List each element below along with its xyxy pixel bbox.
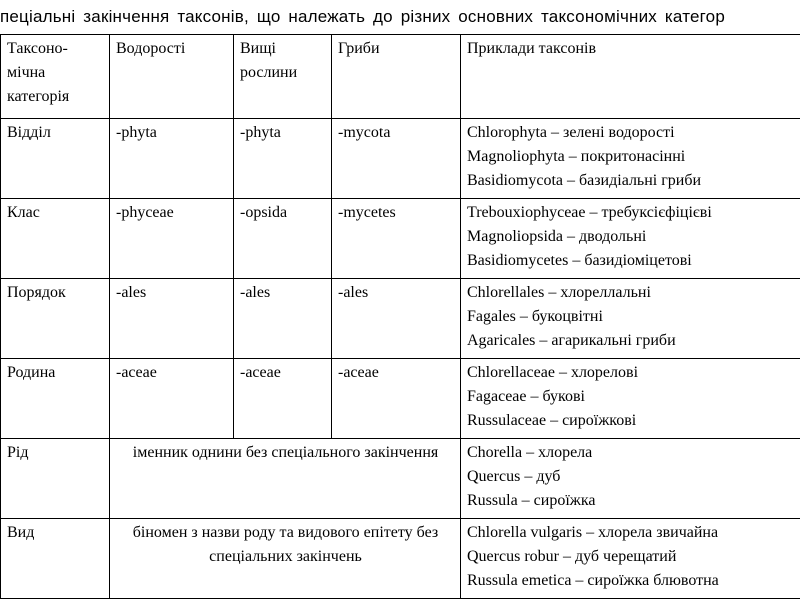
- fungi-suffix-cell: -ales: [332, 279, 461, 359]
- example-line: Fagales – букоцвітні: [467, 308, 603, 325]
- category-cell: Клас: [1, 199, 110, 279]
- example-line: Agaricales – агарикальні гриби: [467, 332, 676, 349]
- algae-suffix-cell: -phyceae: [110, 199, 234, 279]
- examples-cell: [461, 519, 800, 599]
- header-higher-plants-label: Вищі рослини: [240, 40, 298, 81]
- category-cell: Рід: [1, 439, 110, 519]
- example-line: Basidiomycetes – базидіоміцетові: [467, 252, 692, 269]
- example-line: Magnoliopsida – дводольні: [467, 228, 647, 245]
- example-line: Russula emetica – сироїжка блювотна: [467, 572, 719, 589]
- algae-suffix-cell: -aceae: [110, 359, 234, 439]
- category-cell: Вид: [1, 519, 110, 599]
- table-row: [1, 519, 800, 599]
- header-algae-label: Водорості: [116, 40, 186, 57]
- table-row: [1, 439, 800, 519]
- example-line: Quercus – дуб: [467, 468, 561, 485]
- header-fungi: [332, 35, 461, 119]
- examples-cell: [461, 199, 800, 279]
- category-cell: Порядок: [1, 279, 110, 359]
- table-row: [1, 359, 800, 439]
- header-category-label: Таксоно- мічна категорія: [7, 40, 70, 105]
- slide-title: пеціальні закінчення таксонів, що належать до різних основних таксономічних категор: [0, 7, 725, 26]
- higher-plants-suffix-cell: -opsida: [234, 199, 332, 279]
- higher-plants-suffix-cell: -phyta: [234, 119, 332, 199]
- example-line: Russulaceae – сироїжкові: [467, 412, 637, 429]
- table-row: [1, 119, 800, 199]
- algae-suffix-cell: -ales: [110, 279, 234, 359]
- suffix-merged-cell: іменник однини без спеціального закінчення: [110, 439, 461, 519]
- example-line: Chlorella vulgaris – хлорела звичайна: [467, 524, 719, 541]
- table-header-row: [1, 35, 800, 119]
- fungi-suffix-cell: -mycetes: [332, 199, 461, 279]
- fungi-suffix-cell: -mycota: [332, 119, 461, 199]
- example-line: Fagaceae – букові: [467, 388, 585, 405]
- header-category: [1, 35, 110, 119]
- algae-suffix-cell: -phyta: [110, 119, 234, 199]
- examples-cell: [461, 119, 800, 199]
- fungi-suffix-cell: -aceae: [332, 359, 461, 439]
- example-line: Russula – сироїжка: [467, 492, 596, 509]
- example-line: Basidiomycota – базидіальні гриби: [467, 172, 702, 189]
- examples-cell: [461, 279, 800, 359]
- header-higher-plants: [234, 35, 332, 119]
- header-algae: [110, 35, 234, 119]
- header-examples: [461, 35, 800, 119]
- examples-cell: [461, 359, 800, 439]
- header-fungi-label: Гриби: [338, 40, 380, 57]
- taxa-table: [0, 34, 800, 599]
- category-cell: Відділ: [1, 119, 110, 199]
- example-line: Chlorophyta – зелені водорості: [467, 124, 675, 141]
- example-line: Chorella – хлорела: [467, 444, 593, 461]
- higher-plants-suffix-cell: -ales: [234, 279, 332, 359]
- table-row: [1, 279, 800, 359]
- example-line: Quercus robur – дуб черещатий: [467, 548, 677, 565]
- example-line: Magnoliophyta – покритонасінні: [467, 148, 686, 165]
- example-line: Chlorellales – хлореллальні: [467, 284, 651, 301]
- example-line: Chlorellaceae – хлорелові: [467, 364, 639, 381]
- header-examples-label: Приклади таксонів: [467, 40, 597, 57]
- examples-cell: [461, 439, 800, 519]
- example-line: Trebouxiophyceae – требуксієфіцієві: [467, 204, 712, 221]
- category-cell: Родина: [1, 359, 110, 439]
- higher-plants-suffix-cell: -aceae: [234, 359, 332, 439]
- table-row: [1, 199, 800, 279]
- suffix-merged-cell: біномен з назви роду та видового епітету без спеціальних закінчень: [110, 519, 461, 599]
